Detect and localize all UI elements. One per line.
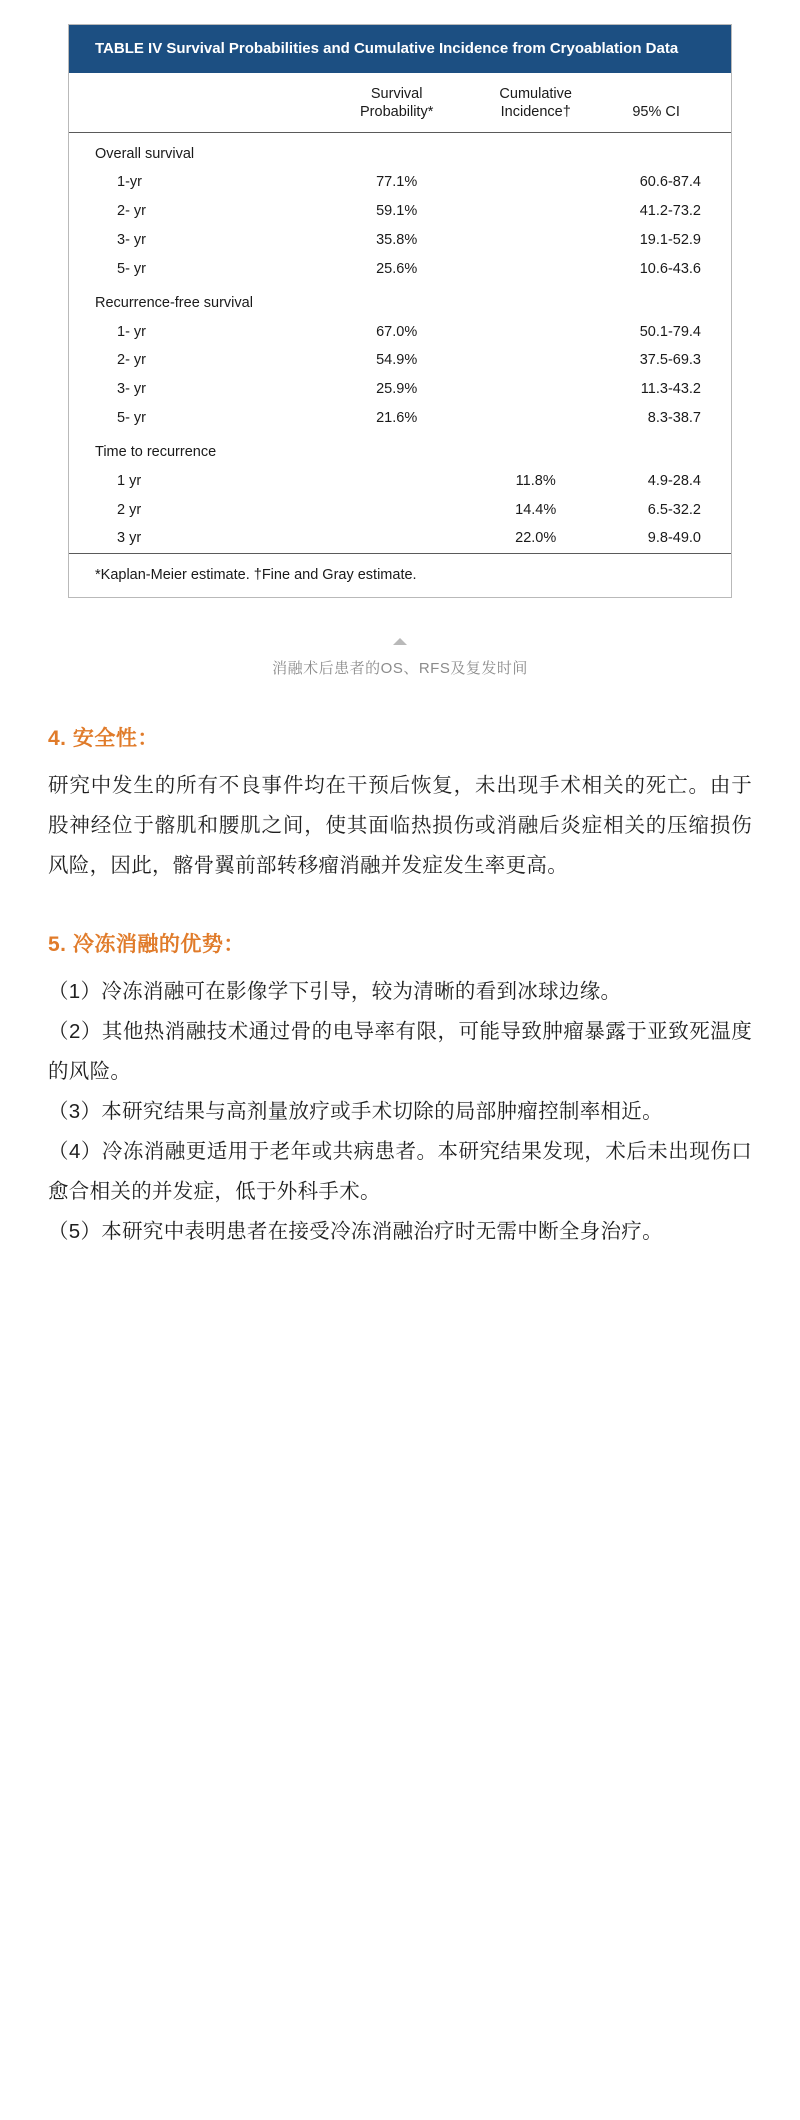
cell-confidence-interval: 10.6-43.6	[639, 260, 701, 277]
figure-caption: 消融术后患者的OS、RFS及复发时间	[272, 660, 528, 678]
table-row	[69, 467, 731, 496]
table-footnote: *Kaplan-Meier estimate. †Fine and Gray estimate.	[69, 553, 731, 597]
row-group-label: Recurrence-free survival	[95, 294, 253, 311]
row-label: 5- yr	[117, 410, 146, 427]
header-cumulative-incidence: Cumulative Incidence†	[499, 86, 572, 121]
cell-survival-probability: 25.6%	[376, 260, 418, 277]
table-row	[69, 168, 731, 197]
row-label: 1- yr	[117, 323, 146, 340]
cell-survival-probability: 54.9%	[376, 352, 418, 369]
cell-cumulative-incidence: 11.8%	[515, 472, 556, 489]
list-item: （3）本研究结果与高剂量放疗或手术切除的局部肿瘤控制率相近。	[48, 1100, 663, 1124]
cell-confidence-interval: 19.1-52.9	[639, 232, 701, 249]
table-row	[69, 404, 731, 433]
cell-confidence-interval: 8.3-38.7	[647, 410, 701, 427]
cell-survival-probability: 77.1%	[376, 174, 418, 191]
cell-survival-probability: 67.0%	[376, 323, 418, 340]
cell-cumulative-incidence	[466, 433, 605, 467]
cell-confidence-interval	[605, 132, 731, 168]
row-label: 5- yr	[117, 260, 146, 277]
cell-cumulative-incidence	[466, 318, 605, 347]
table-row	[69, 346, 731, 375]
cell-survival-probability: 21.6%	[376, 410, 418, 427]
cell-cumulative-incidence: 14.4%	[515, 501, 557, 518]
cell-survival-probability	[327, 433, 466, 467]
table-row	[69, 197, 731, 226]
table-row	[69, 226, 731, 255]
cell-cumulative-incidence: 22.0%	[515, 530, 557, 547]
cell-survival-probability	[327, 524, 466, 553]
table-row	[69, 496, 731, 525]
table-row	[69, 318, 731, 347]
paragraph: 研究中发生的所有不良事件均在干预后恢复，未出现手术相关的死亡。由于股神经位于髂肌和腰肌之间，使其面临热损伤或消融后炎症相关的压缩损伤风险，因此，髂骨翼前部转移瘤消融并发症发生率更高。	[48, 774, 752, 878]
table-header-row	[69, 73, 731, 132]
cell-cumulative-incidence	[466, 255, 605, 284]
cell-cumulative-incidence	[466, 284, 605, 318]
cell-cumulative-incidence	[466, 375, 605, 404]
header-survival-probability: Survival Probability*	[360, 86, 434, 121]
table-head	[69, 73, 731, 132]
row-label: 3 yr	[117, 530, 142, 547]
cell-confidence-interval: 50.1-79.4	[639, 323, 701, 340]
figure-caption-area	[0, 638, 800, 678]
header-label	[69, 73, 327, 132]
cell-confidence-interval: 6.5-32.2	[647, 501, 701, 518]
caret-up-icon	[393, 638, 407, 645]
table-row	[69, 284, 731, 318]
section-heading: 5. 冷冻消融的优势：	[48, 933, 245, 957]
survival-table	[69, 73, 731, 553]
list-item: （2）其他热消融技术通过骨的电导率有限，可能导致肿瘤暴露于亚致死温度的风险。	[48, 1020, 752, 1084]
list-item: （4）冷冻消融更适用于老年或共病患者。本研究结果发现，术后未出现伤口愈合相关的并发症，低于外科手术。	[48, 1140, 752, 1204]
cell-confidence-interval	[605, 284, 731, 318]
document-page	[0, 24, 800, 2120]
table-body	[69, 132, 731, 553]
cell-confidence-interval: 37.5-69.3	[639, 352, 701, 369]
table-row	[69, 524, 731, 553]
row-group-label: Time to recurrence	[95, 443, 217, 460]
cell-survival-probability	[327, 496, 466, 525]
row-label: 2- yr	[117, 203, 146, 220]
header-confidence-interval: 95% CI	[632, 104, 680, 121]
cell-cumulative-incidence	[466, 404, 605, 433]
cell-cumulative-incidence	[466, 132, 605, 168]
row-label: 3- yr	[117, 232, 146, 249]
table-row	[69, 433, 731, 467]
cell-confidence-interval: 11.3-43.2	[640, 381, 701, 398]
cell-confidence-interval	[605, 433, 731, 467]
row-label: 1-yr	[117, 174, 142, 191]
table-title: TABLE IV Survival Probabilities and Cumulative Incidence from Cryoablation Data	[69, 25, 731, 73]
cell-survival-probability: 35.8%	[376, 232, 418, 249]
article-body	[48, 678, 752, 1252]
table-row	[69, 255, 731, 284]
section-spacer	[48, 894, 752, 928]
list-item: （5）本研究中表明患者在接受冷冻消融治疗时无需中断全身治疗。	[48, 1220, 663, 1244]
cell-confidence-interval: 9.8-49.0	[647, 530, 701, 547]
cell-confidence-interval: 41.2-73.2	[639, 203, 701, 220]
list-item: （1）冷冻消融可在影像学下引导，较为清晰的看到冰球边缘。	[48, 980, 622, 1004]
cell-confidence-interval: 4.9-28.4	[647, 472, 701, 489]
cell-cumulative-incidence	[466, 168, 605, 197]
data-table-card	[68, 24, 732, 598]
cell-cumulative-incidence	[466, 197, 605, 226]
cell-survival-probability	[327, 467, 466, 496]
table-row	[69, 132, 731, 168]
row-label: 2- yr	[117, 352, 146, 369]
row-label: 3- yr	[117, 381, 146, 398]
row-label: 2 yr	[117, 501, 142, 518]
section-heading: 4. 安全性：	[48, 727, 159, 751]
cell-cumulative-incidence	[466, 226, 605, 255]
cell-confidence-interval: 60.6-87.4	[639, 174, 701, 191]
row-label: 1 yr	[117, 472, 142, 489]
cell-survival-probability: 59.1%	[376, 203, 418, 220]
cell-cumulative-incidence	[466, 346, 605, 375]
cell-survival-probability: 25.9%	[376, 381, 418, 398]
row-group-label: Overall survival	[95, 145, 195, 162]
cell-survival-probability	[327, 132, 466, 168]
table-row	[69, 375, 731, 404]
cell-survival-probability	[327, 284, 466, 318]
